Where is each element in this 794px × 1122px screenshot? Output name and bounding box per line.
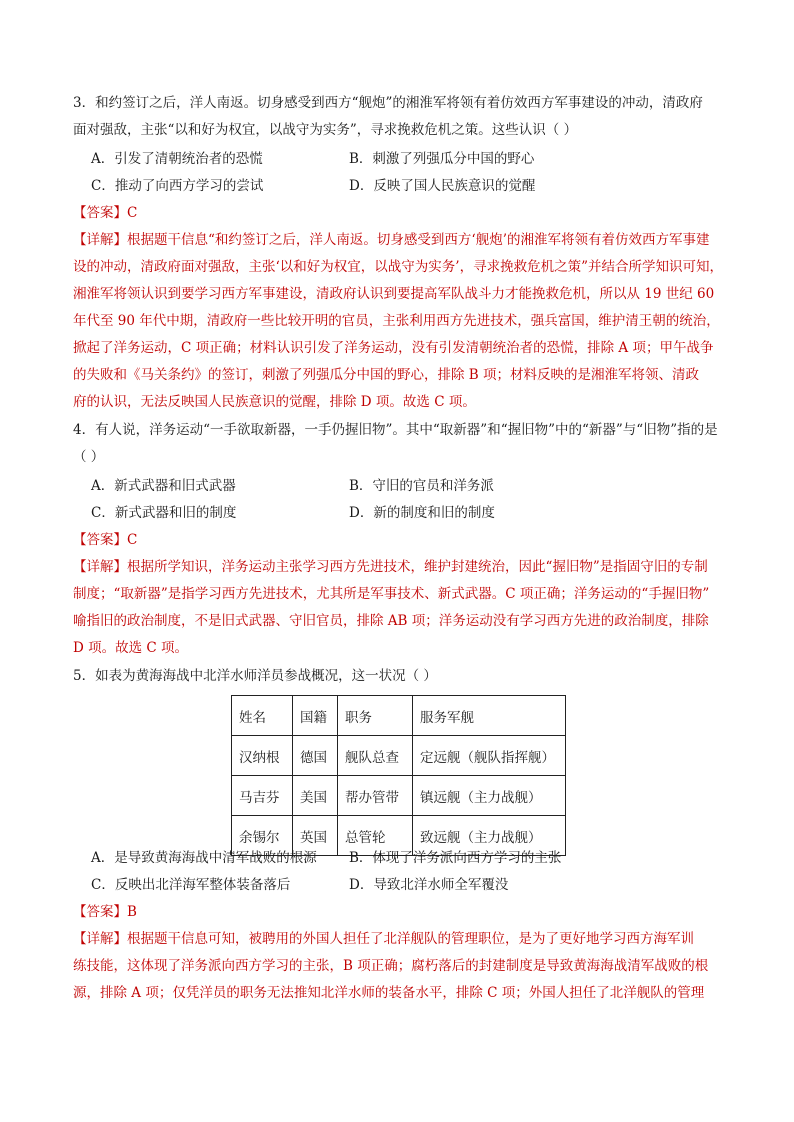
q5-option-c: C．反映出北洋海军整体装备落后 [91,877,291,893]
table-cell: 帮办管带 [338,776,413,816]
q3-explain-line-4: 年代至 90 年代中期，清政府一些比较开明的官员，主张利用西方先进技术，强兵富国，维护清王朝的统治， [73,313,720,329]
table-header-position: 职务 [338,696,413,736]
q5-explain-line-1: 【详解】根据题干信息可知，被聘用的外国人担任了北洋舰队的管理职位，是为了更好地学习西方海军训 [73,931,694,947]
table-header-row [232,696,566,736]
table-cell: 舰队总查 [338,736,413,776]
table-row [232,776,566,816]
table-cell: 总管轮 [338,816,413,856]
table-header-ship: 服务军舰 [413,696,566,736]
q5-explain-line-2: 练技能，这体现了洋务派向西方学习的主张，B 项正确；腐朽落后的封建制度是导致黄海海战清军战败的根 [73,958,709,974]
q4-explain-line-1: 【详解】根据所学知识，洋务运动主张学习西方先进技术，维护封建统治，因此“握旧物”是指固守旧的专制 [73,559,708,575]
q4-option-c: C．新式武器和旧的制度 [91,505,237,521]
q5-option-b: B．体现了洋务派向西方学习的主张 [349,850,562,866]
q4-explain-line-4: D 项。故选 C 项。 [73,640,189,656]
q5-explain-line-3: 源，排除 A 项；仅凭洋员的职务无法推知北洋水师的装备水平，排除 C 项；外国人担任了北洋舰队的管理 [73,985,705,1001]
q3-stem-line-1: 3．和约签订之后，洋人南返。切身感受到西方“舰炮”的湘淮军将领有着仿效西方军事建设的冲动，清政府 [73,95,703,111]
table-cell: 汉纳根 [232,736,293,776]
table-cell: 镇远舰（主力战舰） [413,776,566,816]
q3-option-c: C．推动了向西方学习的尝试 [91,178,264,194]
table-header-nationality: 国籍 [293,696,338,736]
q3-explain-line-2: 设的冲动，清政府面对强敌，主张‘以和好为权宜，以战守为实务’，寻求挽救危机之策”并结合所学知识可知， [73,259,723,275]
q5-option-a: A．是导致黄海海战中清军战败的根源 [91,850,317,866]
table-cell: 英国 [293,816,338,856]
q5-stem: 5．如表为黄海海战中北洋水师洋员参战概况，这一状况（ ） [73,668,437,684]
q3-explain-line-6: 的失败和《马关条约》的签订，刺激了列强瓜分中国的野心，排除 B 项；材料反映的是湘淮军将领、清政 [73,367,700,383]
q5-option-d: D．导致北洋水师全军覆没 [349,877,509,893]
q3-explain-line-1: 【详解】根据题干信息“和约签订之后，洋人南返。切身感受到西方‘舰炮’的湘淮军将领有着仿效西方军事建 [73,232,710,248]
q4-explain-line-2: 制度；“取新器”是指学习西方先进技术，尤其所是军事技术、新式武器。C 项正确；洋务运动的“手握旧物” [73,586,710,602]
q3-option-a: A．引发了清朝统治者的恐慌 [91,151,263,167]
q3-stem-line-2: 面对强敌，主张“以和好为权宜，以战守为实务”，寻求挽救危机之策。这些认识（ ） [73,122,578,138]
table-cell: 德国 [293,736,338,776]
q4-option-a: A．新式武器和旧式武器 [91,478,236,494]
q4-option-b: B．守旧的官员和洋务派 [349,478,494,494]
table-cell: 马吉芬 [232,776,293,816]
q5-answer: 【答案】B [73,904,137,920]
q4-option-d: D．新的制度和旧的制度 [349,505,495,521]
q4-stem-line-2: （ ） [73,449,105,465]
q5-table [231,695,566,856]
table-cell: 定远舰（舰队指挥舰） [413,736,566,776]
q3-answer: 【答案】C [73,205,138,221]
table-cell: 致远舰（主力战舰） [413,816,566,856]
table-header-name: 姓名 [232,696,293,736]
q4-explain-line-3: 喻指旧的政治制度，不是旧式武器、守旧官员，排除 AB 项；洋务运动没有学习西方先进的政治制度，排除 [73,613,709,629]
q3-explain-line-3: 湘淮军将领认识到要学习西方军事建设，清政府认识到要提高军队战斗力才能挽救危机，所以从 19 世纪 60 [73,286,715,302]
q4-stem-line-1: 4．有人说，洋务运动“一手欲取新器，一手仍握旧物”。其中“取新器”和“握旧物”中的“新器”与“旧物”指的是 [73,422,718,438]
table-cell: 美国 [293,776,338,816]
q3-option-d: D．反映了国人民族意识的觉醒 [349,178,536,194]
table-row [232,736,566,776]
q3-option-b: B．刺激了列强瓜分中国的野心 [349,151,535,167]
q4-answer: 【答案】C [73,532,138,548]
q3-explain-line-7: 府的认识，无法反映国人民族意识的觉醒，排除 D 项。故选 C 项。 [73,394,476,410]
q3-explain-line-5: 掀起了洋务运动，C 项正确；材料认识引发了洋务运动，没有引发清朝统治者的恐慌，排除 A 项；甲午战争 [73,340,714,356]
table-cell: 余锡尔 [232,816,293,856]
